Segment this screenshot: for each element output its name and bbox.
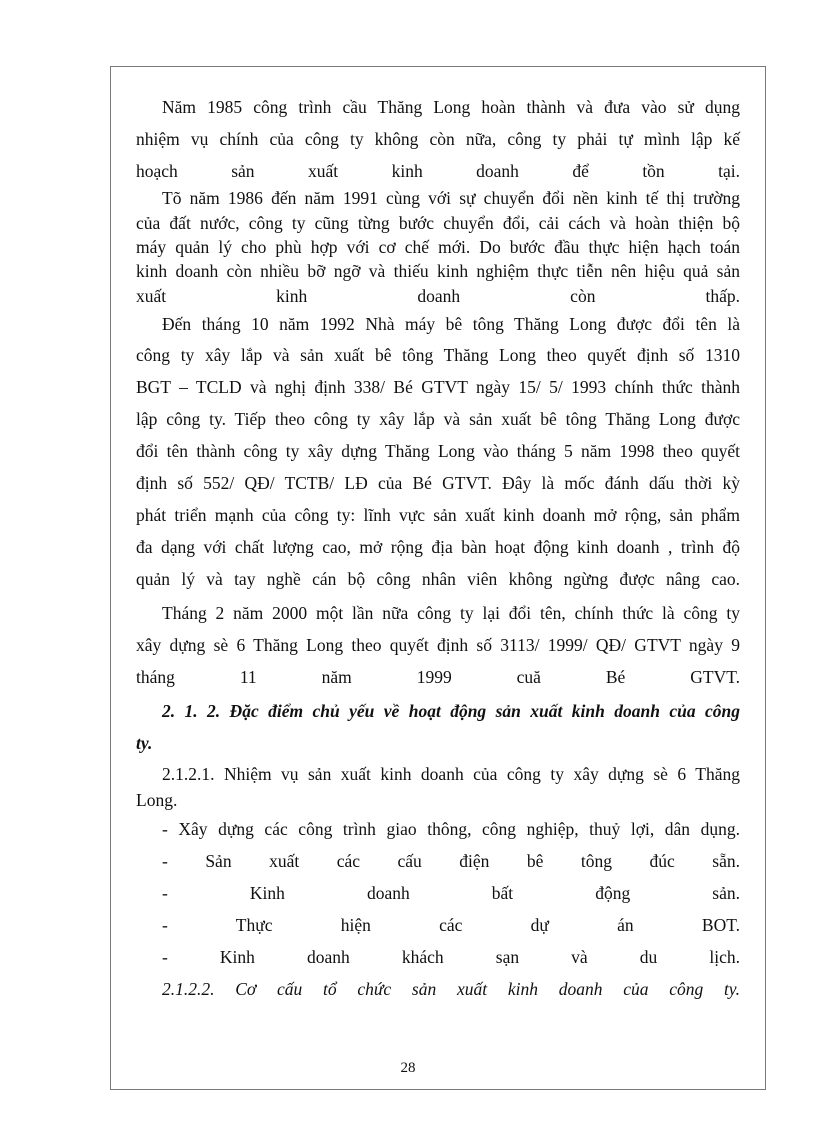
text-line: công ty xây lắp và sản xuất bê tông Thăng Long theo quyết định số 1310	[136, 345, 740, 365]
heading-line: ty.	[136, 733, 153, 753]
list-item: - Sản xuất các cấu điện bê tông đúc sẵn.	[162, 851, 740, 871]
page-number: 28	[400, 1060, 416, 1076]
text-line: Tháng 2 năm 2000 một lần nữa công ty lại đổi tên, chính thức là công ty	[162, 603, 740, 623]
paragraph-1	[136, 91, 740, 187]
text-line: Năm 1985 công trình cầu Thăng Long hoàn thành và đưa vào sử dụng	[162, 97, 740, 117]
subsection-line: Long.	[136, 790, 178, 810]
text-line: đa dạng với chất lượng cao, mở rộng địa bàn hoạt động kinh doanh , trình độ	[136, 537, 740, 557]
section-heading	[136, 695, 740, 759]
text-line: xây dựng sè 6 Thăng Long theo quyết định số 3113/ 1999/ QĐ/ GTVT ngày 9	[136, 635, 740, 655]
text-line: xuất kinh doanh còn thấp.	[136, 286, 740, 306]
list-item: - Xây dựng các công trình giao thông, công nghiệp, thuỷ lợi, dân dụng.	[162, 819, 740, 839]
subsection-2	[162, 973, 740, 1005]
text-line: BGT – TCLD và nghị định 338/ Bé GTVT ngày 15/ 5/ 1993 chính thức thành	[136, 377, 740, 397]
subsection-line: 2.1.2.2. Cơ cấu tổ chức sản xuất kinh doanh của công ty.	[162, 979, 740, 999]
text-line: đổi tên thành công ty xây dựng Thăng Long vào tháng 5 năm 1998 theo quyết	[136, 441, 740, 461]
paragraph-2	[136, 185, 740, 309]
bullet-list	[162, 813, 740, 973]
document-body	[136, 91, 740, 1005]
heading-line: 2. 1. 2. Đặc điểm chủ yếu về hoạt động sản xuất kinh doanh của công	[162, 701, 740, 721]
text-line: của đất nước, công ty cũng từng bước chuyển đổi, cải cách và hoàn thiện bộ	[136, 213, 740, 233]
subsection-line: 2.1.2.1. Nhiệm vụ sản xuất kinh doanh của công ty xây dựng sè 6 Thăng	[162, 764, 740, 784]
list-item: - Thực hiện các dự án BOT.	[162, 915, 740, 935]
text-line: quản lý và tay nghề cán bộ công nhân viên không ngừng được nâng cao.	[136, 569, 740, 589]
text-line: Tõ năm 1986 đến năm 1991 cùng với sự chuyển đổi nền kinh tế thị trường	[162, 188, 740, 208]
text-line: định số 552/ QĐ/ TCTB/ LĐ của Bé GTVT. Đây là mốc đánh dấu thời kỳ	[136, 473, 740, 493]
list-item: - Kinh doanh bất động sản.	[162, 883, 740, 903]
paragraph-3	[136, 309, 740, 595]
paragraph-4	[136, 597, 740, 693]
text-line: lập công ty. Tiếp theo công ty xây lắp và sản xuất bê tông Thăng Long được	[136, 409, 740, 429]
text-line: hoạch sản xuất kinh doanh để tồn tại.	[136, 161, 740, 181]
text-line: phát triển mạnh của công ty: lĩnh vực sản xuất kinh doanh mở rộng, sản phẩm	[136, 505, 740, 525]
text-line: tháng 11 năm 1999 cuă Bé GTVT.	[136, 667, 740, 687]
text-line: kinh doanh còn nhiều bỡ ngỡ và thiếu kinh nghiệm thực tiễn nên hiệu quả sản	[136, 261, 740, 281]
text-line: Đến tháng 10 năm 1992 Nhà máy bê tông Thăng Long được đổi tên là	[162, 314, 740, 334]
text-line: máy quản lý cho phù hợp với cơ chế mới. Do bước đầu thực hiện hạch toán	[136, 237, 740, 257]
list-item: - Kinh doanh khách sạn và du lịch.	[162, 947, 740, 967]
text-line: nhiệm vụ chính của công ty không còn nữa, công ty phải tự mình lập kế	[136, 129, 740, 149]
subsection-1	[136, 761, 740, 813]
